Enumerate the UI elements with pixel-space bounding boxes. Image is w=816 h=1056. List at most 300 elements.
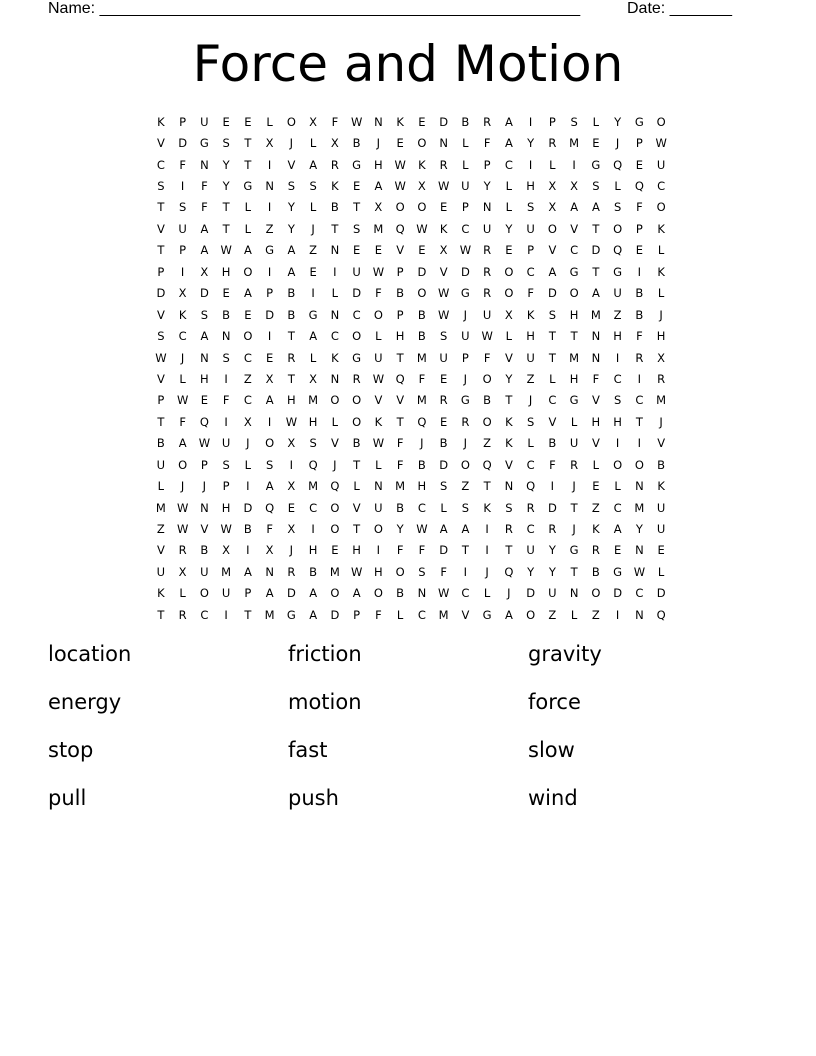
- grid-letter: U: [461, 329, 470, 344]
- grid-letter: T: [548, 329, 556, 344]
- grid-letter: Y: [483, 179, 491, 194]
- grid-letter: A: [309, 586, 318, 601]
- grid-letter: V: [504, 350, 513, 365]
- grid-letter: L: [353, 479, 360, 494]
- grid-row: [150, 475, 672, 496]
- grid-letter: C: [504, 157, 513, 172]
- grid-letter: U: [352, 264, 361, 279]
- grid-letter: V: [461, 607, 470, 622]
- grid-letter: M: [308, 479, 319, 494]
- grid-letter: B: [396, 586, 405, 601]
- word-list-item: stop: [48, 738, 94, 762]
- grid-letter: Z: [591, 500, 600, 515]
- grid-row: [150, 261, 672, 282]
- grid-letter: J: [615, 136, 620, 151]
- grid-letter: Q: [308, 457, 318, 472]
- grid-letter: P: [461, 350, 469, 365]
- grid-letter: I: [463, 564, 468, 579]
- grid-letter: R: [570, 457, 579, 472]
- grid-letter: O: [330, 522, 340, 537]
- grid-letter: D: [352, 286, 362, 301]
- grid-letter: O: [417, 286, 427, 301]
- grid-letter: U: [482, 221, 492, 236]
- grid-letter: K: [331, 179, 339, 194]
- grid-letter: Q: [634, 179, 644, 194]
- grid-letter: Y: [505, 221, 513, 236]
- grid-letter: E: [200, 393, 209, 408]
- grid-letter: T: [244, 607, 252, 622]
- grid-letter: T: [157, 607, 165, 622]
- grid-letter: E: [396, 136, 404, 151]
- grid-letter: B: [352, 136, 361, 151]
- grid-letter: I: [376, 543, 381, 558]
- grid-letter: G: [265, 243, 275, 258]
- grid-letter: S: [222, 350, 230, 365]
- grid-letter: E: [374, 243, 383, 258]
- grid-letter: E: [439, 371, 448, 386]
- word-list-item: pull: [48, 786, 87, 810]
- grid-letter: U: [526, 221, 535, 236]
- grid-letter: S: [287, 179, 296, 194]
- grid-letter: F: [331, 114, 339, 129]
- grid-letter: O: [634, 457, 644, 472]
- grid-letter: W: [350, 114, 363, 129]
- grid-letter: K: [592, 522, 600, 537]
- grid-letter: P: [396, 307, 404, 322]
- grid-letter: H: [569, 371, 579, 386]
- grid-letter: Z: [243, 371, 252, 386]
- grid-letter: X: [548, 200, 557, 215]
- grid-letter: U: [569, 436, 579, 451]
- grid-letter: G: [460, 286, 470, 301]
- grid-letter: E: [439, 200, 448, 215]
- grid-letter: I: [637, 264, 642, 279]
- grid-letter: J: [333, 457, 337, 472]
- grid-letter: C: [526, 457, 535, 472]
- grid-letter: L: [331, 286, 339, 301]
- grid-letter: V: [156, 371, 165, 386]
- grid-letter: E: [244, 114, 252, 129]
- grid-letter: L: [179, 371, 186, 386]
- grid-letter: M: [329, 564, 340, 579]
- grid-letter: K: [657, 479, 665, 494]
- grid-letter: H: [417, 479, 427, 494]
- grid-letter: Z: [526, 371, 535, 386]
- grid-letter: X: [265, 371, 274, 386]
- grid-letter: G: [308, 307, 318, 322]
- grid-letter: L: [570, 414, 578, 429]
- grid-letter: L: [179, 586, 186, 601]
- grid-letter: C: [461, 586, 470, 601]
- grid-letter: A: [461, 522, 470, 537]
- grid-letter: X: [222, 543, 231, 558]
- grid-letter: V: [548, 243, 557, 258]
- grid-letter: M: [264, 607, 275, 622]
- grid-letter: R: [657, 371, 666, 386]
- grid-letter: I: [246, 543, 250, 558]
- grid-letter: S: [222, 136, 230, 151]
- grid-letter: G: [199, 136, 209, 151]
- grid-letter: H: [526, 329, 535, 344]
- grid-letter: X: [504, 307, 513, 322]
- grid-letter: E: [331, 543, 339, 558]
- grid-letter: C: [243, 393, 252, 408]
- grid-letter: F: [592, 371, 600, 386]
- grid-letter: O: [395, 564, 405, 579]
- grid-letter: K: [505, 414, 513, 429]
- grid-letter: B: [461, 114, 470, 129]
- word-list-row: [48, 642, 768, 690]
- grid-letter: O: [504, 286, 514, 301]
- grid-letter: H: [200, 371, 209, 386]
- grid-letter: O: [330, 393, 340, 408]
- grid-letter: X: [178, 286, 187, 301]
- grid-letter: O: [547, 221, 557, 236]
- grid-letter: D: [439, 457, 449, 472]
- grid-letter: L: [549, 371, 556, 386]
- grid-letter: V: [504, 457, 513, 472]
- word-list-item: friction: [288, 642, 362, 666]
- grid-letter: I: [550, 479, 555, 494]
- grid-letter: F: [527, 286, 534, 301]
- grid-letter: N: [591, 329, 601, 344]
- grid-letter: K: [657, 264, 665, 279]
- grid-letter: J: [180, 350, 185, 365]
- grid-letter: U: [221, 436, 231, 451]
- grid-letter: B: [330, 200, 339, 215]
- grid-letter: F: [440, 564, 447, 579]
- grid-letter: G: [243, 179, 253, 194]
- grid-letter: I: [311, 522, 315, 537]
- grid-row: [150, 132, 672, 153]
- grid-letter: Z: [461, 479, 470, 494]
- grid-letter: C: [243, 350, 252, 365]
- grid-letter: S: [439, 329, 448, 344]
- grid-letter: I: [333, 264, 337, 279]
- grid-letter: S: [265, 457, 274, 472]
- grid-letter: P: [266, 286, 274, 301]
- grid-letter: X: [570, 179, 579, 194]
- grid-letter: C: [526, 264, 535, 279]
- grid-letter: V: [657, 436, 666, 451]
- grid-letter: R: [483, 114, 492, 129]
- grid-letter: J: [528, 393, 533, 408]
- grid-letter: B: [635, 286, 644, 301]
- grid-letter: T: [548, 350, 556, 365]
- grid-letter: W: [176, 522, 189, 537]
- grid-letter: E: [635, 157, 644, 172]
- grid-letter: O: [613, 221, 623, 236]
- grid-letter: K: [439, 221, 448, 236]
- grid-letter: J: [202, 479, 207, 494]
- grid-letter: A: [613, 522, 622, 537]
- grid-letter: T: [635, 414, 643, 429]
- grid-letter: U: [374, 350, 383, 365]
- grid-row: [150, 240, 672, 261]
- grid-letter: C: [526, 522, 535, 537]
- grid-letter: U: [156, 457, 166, 472]
- grid-letter: C: [635, 393, 644, 408]
- grid-letter: I: [615, 436, 620, 451]
- grid-letter: Y: [505, 371, 513, 386]
- grid-letter: D: [156, 286, 166, 301]
- grid-letter: H: [591, 414, 601, 429]
- grid-letter: L: [309, 136, 317, 151]
- grid-letter: N: [569, 586, 579, 601]
- grid-letter: K: [374, 414, 383, 429]
- grid-letter: W: [416, 221, 428, 236]
- grid-letter: K: [483, 500, 491, 515]
- grid-letter: B: [396, 286, 405, 301]
- grid-letter: Q: [482, 457, 492, 472]
- grid-letter: J: [463, 307, 468, 322]
- grid-letter: F: [636, 200, 643, 215]
- grid-letter: T: [396, 414, 404, 429]
- grid-letter: D: [547, 500, 557, 515]
- grid-letter: S: [157, 179, 165, 194]
- grid-letter: V: [200, 522, 209, 537]
- grid-letter: A: [265, 479, 274, 494]
- grid-letter: A: [200, 221, 209, 236]
- grid-row: [150, 454, 672, 475]
- grid-letter: A: [287, 264, 296, 279]
- grid-letter: T: [570, 500, 578, 515]
- grid-letter: C: [352, 307, 361, 322]
- grid-letter: X: [374, 200, 383, 215]
- grid-letter: J: [463, 371, 468, 386]
- grid-letter: O: [330, 586, 340, 601]
- grid-row: [150, 561, 672, 582]
- grid-letter: A: [265, 393, 274, 408]
- grid-letter: J: [289, 543, 294, 558]
- grid-letter: M: [569, 350, 580, 365]
- grid-letter: T: [505, 393, 513, 408]
- grid-letter: V: [352, 500, 361, 515]
- grid-letter: K: [657, 221, 665, 236]
- grid-letter: X: [330, 136, 339, 151]
- grid-letter: R: [330, 157, 339, 172]
- grid-letter: O: [243, 329, 253, 344]
- grid-letter: D: [286, 586, 296, 601]
- grid-letter: B: [417, 457, 426, 472]
- grid-letter: A: [243, 243, 252, 258]
- grid-letter: B: [657, 457, 666, 472]
- grid-letter: I: [615, 607, 620, 622]
- grid-letter: C: [635, 586, 644, 601]
- grid-letter: T: [396, 350, 404, 365]
- grid-letter: X: [243, 414, 252, 429]
- grid-letter: L: [462, 157, 469, 172]
- grid-letter: L: [244, 457, 252, 472]
- grid-letter: P: [179, 243, 187, 258]
- grid-letter: O: [243, 264, 253, 279]
- grid-letter: L: [462, 136, 469, 151]
- grid-letter: B: [396, 500, 405, 515]
- grid-letter: N: [374, 479, 383, 494]
- grid-letter: I: [224, 414, 228, 429]
- grid-letter: S: [592, 179, 600, 194]
- grid-letter: J: [659, 307, 663, 322]
- grid-letter: C: [613, 500, 622, 515]
- grid-letter: I: [485, 522, 489, 537]
- grid-letter: L: [614, 179, 621, 194]
- grid-letter: D: [613, 586, 623, 601]
- grid-letter: U: [656, 500, 666, 515]
- grid-letter: O: [613, 457, 623, 472]
- grid-letter: T: [461, 543, 469, 558]
- grid-letter: J: [507, 586, 511, 601]
- grid-letter: G: [352, 157, 362, 172]
- grid-letter: O: [569, 286, 579, 301]
- grid-letter: H: [395, 329, 405, 344]
- grid-letter: R: [483, 286, 492, 301]
- grid-letter: M: [416, 393, 427, 408]
- grid-letter: K: [505, 436, 513, 451]
- grid-letter: R: [178, 543, 187, 558]
- grid-letter: V: [439, 264, 448, 279]
- grid-letter: T: [287, 371, 295, 386]
- grid-letter: O: [591, 586, 601, 601]
- grid-letter: S: [505, 500, 513, 515]
- grid-letter: G: [569, 264, 579, 279]
- grid-letter: U: [656, 522, 666, 537]
- grid-letter: G: [482, 607, 492, 622]
- grid-letter: L: [309, 200, 317, 215]
- grid-letter: A: [591, 286, 600, 301]
- grid-letter: Q: [199, 414, 209, 429]
- word-list-row: [48, 690, 768, 738]
- date-field: Date: _______: [627, 0, 732, 17]
- grid-letter: M: [155, 500, 166, 515]
- grid-letter: W: [437, 307, 450, 322]
- grid-letter: W: [155, 350, 167, 365]
- grid-letter: K: [526, 307, 535, 322]
- grid-letter: N: [591, 350, 601, 365]
- grid-letter: P: [396, 264, 404, 279]
- grid-letter: B: [222, 307, 231, 322]
- grid-letter: O: [352, 393, 362, 408]
- grid-letter: A: [570, 200, 579, 215]
- grid-letter: C: [417, 500, 426, 515]
- grid-letter: V: [591, 393, 600, 408]
- grid-letter: W: [481, 329, 493, 344]
- grid-letter: C: [657, 179, 666, 194]
- grid-letter: X: [287, 479, 296, 494]
- grid-letter: D: [178, 136, 188, 151]
- grid-letter: W: [394, 157, 406, 172]
- grid-letter: P: [548, 114, 556, 129]
- grid-letter: T: [331, 221, 339, 236]
- grid-letter: E: [352, 179, 361, 194]
- grid-letter: W: [220, 243, 232, 258]
- page-title: Force and Motion: [192, 35, 624, 93]
- grid-letter: Z: [309, 243, 318, 258]
- grid-letter: J: [659, 414, 663, 429]
- grid-letter: O: [482, 414, 492, 429]
- grid-letter: I: [267, 414, 272, 429]
- word-list-item: slow: [528, 738, 575, 762]
- grid-letter: J: [463, 436, 468, 451]
- grid-letter: F: [201, 200, 208, 215]
- grid-letter: X: [309, 114, 318, 129]
- grid-letter: O: [460, 457, 470, 472]
- grid-row: [150, 540, 672, 561]
- grid-letter: W: [655, 136, 667, 151]
- grid-letter: R: [483, 264, 492, 279]
- grid-letter: F: [396, 543, 404, 558]
- grid-letter: R: [526, 500, 535, 515]
- grid-letter: L: [505, 200, 513, 215]
- grid-letter: O: [265, 436, 275, 451]
- grid-row: [150, 304, 672, 325]
- grid-letter: B: [591, 564, 600, 579]
- grid-letter: J: [376, 136, 381, 151]
- grid-letter: V: [287, 157, 296, 172]
- grid-letter: F: [418, 371, 426, 386]
- grid-letter: U: [482, 307, 492, 322]
- grid-letter: S: [157, 329, 165, 344]
- grid-letter: I: [224, 371, 228, 386]
- grid-letter: B: [635, 307, 644, 322]
- grid-letter: Z: [613, 307, 622, 322]
- grid-letter: A: [178, 436, 187, 451]
- grid-letter: N: [417, 586, 427, 601]
- word-list-item: energy: [48, 690, 122, 714]
- grid-letter: S: [222, 457, 230, 472]
- grid-letter: L: [244, 221, 252, 236]
- grid-letter: C: [330, 329, 339, 344]
- grid-letter: T: [157, 200, 165, 215]
- grid-letter: M: [590, 307, 601, 322]
- grid-letter: A: [200, 329, 209, 344]
- grid-letter: N: [200, 157, 209, 172]
- grid-letter: V: [156, 543, 165, 558]
- grid-letter: H: [308, 414, 318, 429]
- grid-letter: T: [157, 414, 165, 429]
- grid-letter: O: [352, 414, 362, 429]
- grid-letter: L: [505, 329, 513, 344]
- grid-letter: L: [244, 200, 252, 215]
- grid-letter: J: [572, 479, 576, 494]
- grid-letter: D: [526, 586, 536, 601]
- grid-letter: R: [591, 543, 600, 558]
- grid-letter: G: [569, 393, 579, 408]
- grid-letter: K: [396, 114, 404, 129]
- grid-letter: D: [417, 264, 427, 279]
- grid-letter: C: [156, 157, 165, 172]
- grid-letter: A: [374, 179, 383, 194]
- grid-letter: B: [156, 436, 165, 451]
- grid-letter: J: [246, 436, 250, 451]
- grid-letter: H: [221, 264, 231, 279]
- grid-letter: M: [634, 500, 645, 515]
- grid-letter: A: [309, 607, 318, 622]
- grid-letter: V: [396, 393, 405, 408]
- grid-letter: R: [287, 350, 296, 365]
- grid-letter: I: [485, 543, 489, 558]
- grid-letter: S: [352, 221, 361, 236]
- grid-letter: U: [548, 586, 557, 601]
- grid-letter: J: [180, 479, 185, 494]
- grid-letter: C: [309, 500, 318, 515]
- grid-letter: W: [633, 564, 646, 579]
- grid-letter: G: [286, 607, 296, 622]
- grid-letter: B: [309, 564, 318, 579]
- grid-letter: Y: [614, 114, 622, 129]
- grid-letter: Y: [287, 221, 295, 236]
- grid-letter: H: [613, 414, 622, 429]
- grid-letter: Q: [395, 371, 405, 386]
